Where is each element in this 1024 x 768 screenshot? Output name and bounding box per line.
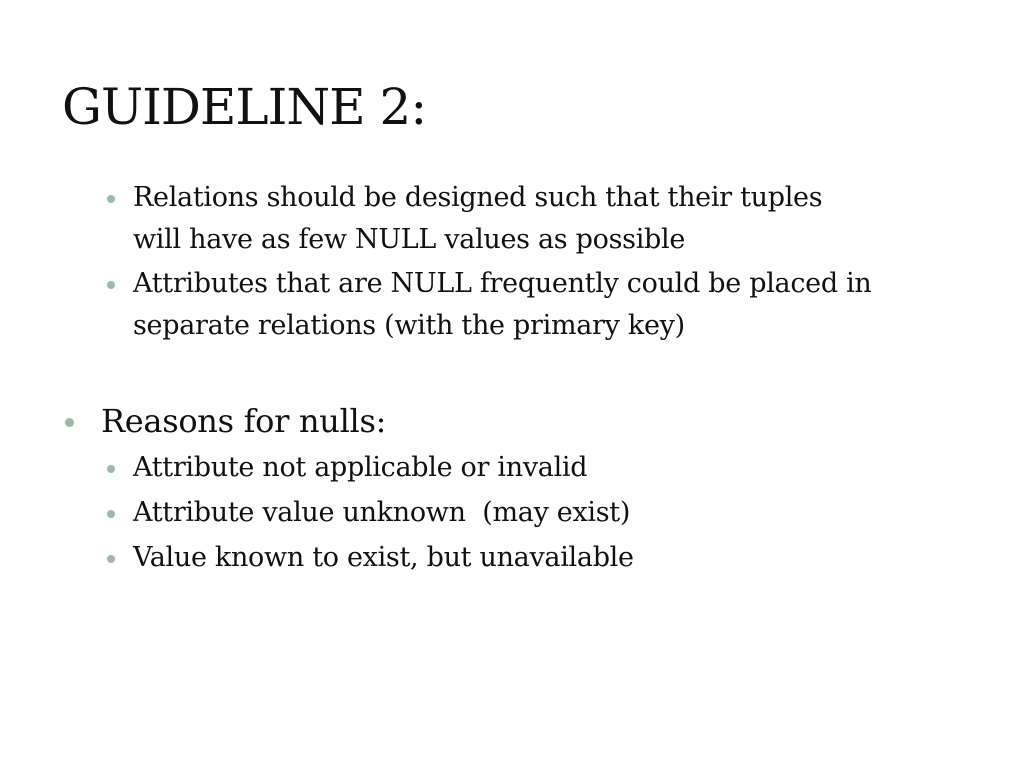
bullet-dot (107, 281, 115, 289)
bullet-text-line: Attribute not applicable or invalid (133, 452, 588, 483)
bullet-text-line: will have as few NULL values as possible (133, 224, 686, 255)
bullet-text-line: Attribute value unknown (may exist) (133, 497, 631, 528)
bullet-dot (107, 465, 115, 473)
bullet-text-line: Reasons for nulls: (101, 402, 387, 440)
bullet-text-line: Attributes that are NULL frequently could be placed in (133, 268, 872, 299)
bullet-text-line: separate relations (with the primary key) (133, 310, 685, 341)
slide-title: GUIDELINE 2: (62, 78, 427, 136)
bullet-text-line: Relations should be designed such that their tuples (133, 182, 823, 213)
bullet-dot (65, 418, 74, 427)
bullet-dot (107, 555, 115, 563)
bullet-dot (107, 195, 115, 203)
bullet-text-line: Value known to exist, but unavailable (133, 542, 634, 573)
bullet-dot (107, 510, 115, 518)
